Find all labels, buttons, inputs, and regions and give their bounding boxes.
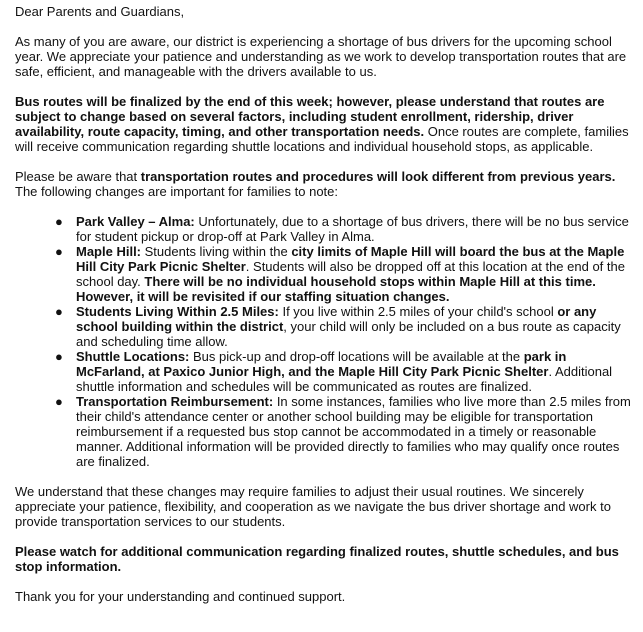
list-item-text: If you live within 2.5 miles of your child's school	[278, 304, 558, 319]
list-item-bold-text: park in McFarland, at Paxico Junior High, and the Maple Hill City Park Picnic Shelter	[76, 349, 567, 379]
routes-bold-text: Bus routes will be finalized by the end of this week; however, please understand that routes are subject to change based on several factors, including student enrollment, ridership, driver availability, route capacity, timing, and other transportation needs.	[15, 94, 605, 139]
aware-text-post: The following changes are important for families to note:	[15, 184, 339, 199]
list-item-title: Transportation Reimbursement:	[76, 394, 274, 409]
spacer	[15, 199, 643, 214]
spacer	[15, 529, 643, 544]
list-item-title: Students Living Within 2.5 Miles:	[76, 304, 279, 319]
list-item-reimbursement	[15, 394, 631, 469]
bullet-icon: ●	[55, 349, 63, 364]
list-item-text: In some instances, families who live more than 2.5 miles from their child's attendance center or another school building may be eligible for transportation reimbursement if a requested bus stop cannot be accommodated in a timely or reasonable manner. Additional information will be provided directly to families who may qualify once routes are finalized.	[76, 394, 631, 469]
list-item-title: Park Valley – Alma:	[76, 214, 195, 229]
greeting: Dear Parents and Guardians,	[15, 4, 185, 19]
list-item-text: Bus pick-up and drop-off locations will be available at the	[189, 349, 524, 364]
bullet-icon: ●	[55, 214, 63, 229]
routes-text: Once routes are complete, families will receive communication regarding shuttle locations and individual household stops, as applicable.	[15, 124, 629, 154]
bullet-icon: ●	[55, 394, 63, 409]
list-item-shuttle-locations	[15, 349, 631, 394]
understand-paragraph: We understand that these changes may require families to adjust their usual routines. We sincerely appreciate your patience, flexibility, and cooperation as we navigate the bus driver shortage and work to provide transportation services to our students.	[15, 484, 611, 529]
list-item-park-valley	[15, 214, 631, 244]
list-item-text: . Students will also be dropped off at this location at the end of the school day.	[76, 259, 625, 289]
aware-bold-text: transportation routes and procedures will look different from previous years.	[140, 169, 616, 184]
list-item-within-miles	[15, 304, 631, 349]
list-item-text: , your child will only be included on a bus route as capacity and scheduling time allow.	[76, 319, 621, 349]
watch-paragraph	[15, 544, 631, 574]
list-item-bold-text: or any school building within the district	[76, 304, 597, 334]
closing-paragraph: Thank you for your understanding and continued support.	[15, 589, 346, 604]
bullet-icon: ●	[55, 304, 63, 319]
aware-text-pre: Please be aware that	[15, 169, 141, 184]
routes-paragraph	[15, 94, 631, 154]
changes-list	[15, 214, 643, 469]
list-item-title: Shuttle Locations:	[76, 349, 190, 364]
spacer	[15, 19, 643, 34]
list-item-title: Maple Hill:	[76, 244, 142, 259]
spacer	[15, 469, 643, 484]
spacer	[15, 574, 643, 589]
list-item-bold-text: There will be no individual household stops within Maple Hill at this time. However, it will be revisited if our staffing situation changes.	[76, 274, 596, 304]
watch-bold-text: Please watch for additional communication regarding finalized routes, shuttle schedules, and bus stop information.	[15, 544, 619, 574]
list-item-text: Unfortunately, due to a shortage of bus drivers, there will be no bus service for student pickup or drop-off at Park Valley in Alma.	[76, 214, 629, 244]
list-item-text: Students living within the	[141, 244, 292, 259]
list-item-text: . Additional shuttle information and schedules will be communicated as routes are finalized.	[76, 364, 613, 394]
spacer	[15, 154, 643, 169]
spacer	[15, 79, 643, 94]
intro-paragraph: As many of you are aware, our district is experiencing a shortage of bus drivers for the upcoming school year. We appreciate your patience and understanding as we work to develop transportation routes that are safe, efficient, and manageable with the drivers available to us.	[15, 34, 627, 79]
list-item-bold-text: city limits of Maple Hill will board the bus at the Maple Hill City Park Picnic Shelter	[76, 244, 625, 274]
list-item-maple-hill	[15, 244, 631, 304]
aware-paragraph	[15, 169, 631, 199]
bullet-icon: ●	[55, 244, 63, 259]
